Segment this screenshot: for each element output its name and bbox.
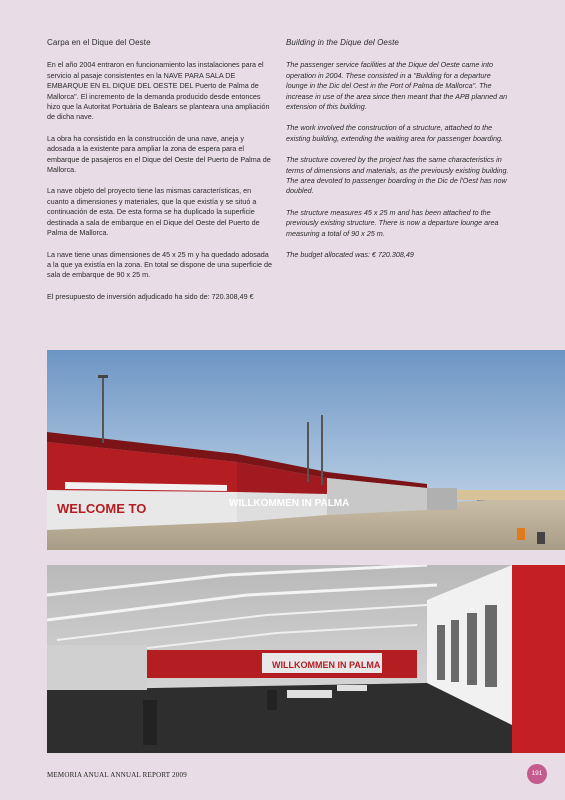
report-footer: MEMORIA ANUAL ANNUAL REPORT 2009	[47, 771, 187, 779]
spanish-paragraph: La nave tiene unas dimensiones de 45 x 25 m y ha quedado adosada a la que ya existía en la zona. En total se dispone de una superficie de sala de embarque de 90 x 25 m.	[47, 249, 272, 280]
spanish-paragraph: En el año 2004 entraron en funcionamiento las instalaciones para el servicio al pasaje consistentes en la NAVE PARA SALA DE EMBARQUE EN EL DIQUE DEL OESTE DEL Puerto de Palma de Mallorca". El incremento de la demanda producido desde entonces hizo que la Autoritat Portuària de Balears se planteara una ampliación de dicha nave.	[47, 60, 270, 122]
spanish-column	[47, 38, 273, 313]
english-budget: The budget allocated was: € 720.308,49	[286, 250, 414, 260]
interior-photo	[47, 565, 565, 753]
spanish-paragraph: La nave objeto del proyecto tiene las mismas características, en cuanto a dimensiones y materiales, que la que existía y se situó a continuación de esta. De esta forma se ha duplicado la superficie destinada a sala de embarque en el Dique del Oeste del Puerto de Palma de Mallorca.	[47, 186, 260, 238]
english-column	[286, 38, 514, 272]
exterior-photo	[47, 350, 565, 550]
english-heading: Building in the Dique del Oeste	[286, 38, 399, 47]
spanish-paragraph: La obra ha consistido en la construcción de una nave, aneja y adosada a la existente para ampliar la zona de espera para el embarque de pasajeros en el Dique del Oeste del Puerto de Palma de Mallorca.	[47, 133, 271, 175]
english-paragraph: The structure covered by the project has the same characteristics in terms of dimensions and materials, as the previously existing building. The area devoted to passenger boarding in the Dic de l'Oest has now doubled.	[286, 155, 509, 196]
english-paragraph: The structure measures 45 x 25 m and has been attached to the previously existing structure. There is now a departure lounge area measuring a total of 90 x 25 m.	[286, 207, 499, 238]
english-paragraph: The work involved the construction of a structure, attached to the existing building, extending the waiting area for passenger boarding.	[286, 123, 503, 143]
english-paragraph: The passenger service facilities at the Dique del Oeste came into operation in 2004. These consisted in a "Building for a departure lounge in the Dic del Oest in the Port of Palma de Mallorca". The increase in use of the area since then meant that the APB planned an extension of this building.	[286, 60, 508, 112]
interior-sign-willkommen: WILLKOMMEN IN PALMA	[272, 660, 381, 670]
page-number-badge: 191	[527, 764, 547, 784]
spanish-heading: Carpa en el Dique del Oeste	[47, 38, 151, 47]
exterior-sign-welcome: WELCOME TO	[57, 501, 147, 516]
spanish-budget: El presupuesto de inversión adjudicado ha sido de: 720.308,49 €	[47, 291, 254, 301]
exterior-sign-willkommen: WILLKOMMEN IN PALMA	[229, 498, 350, 509]
